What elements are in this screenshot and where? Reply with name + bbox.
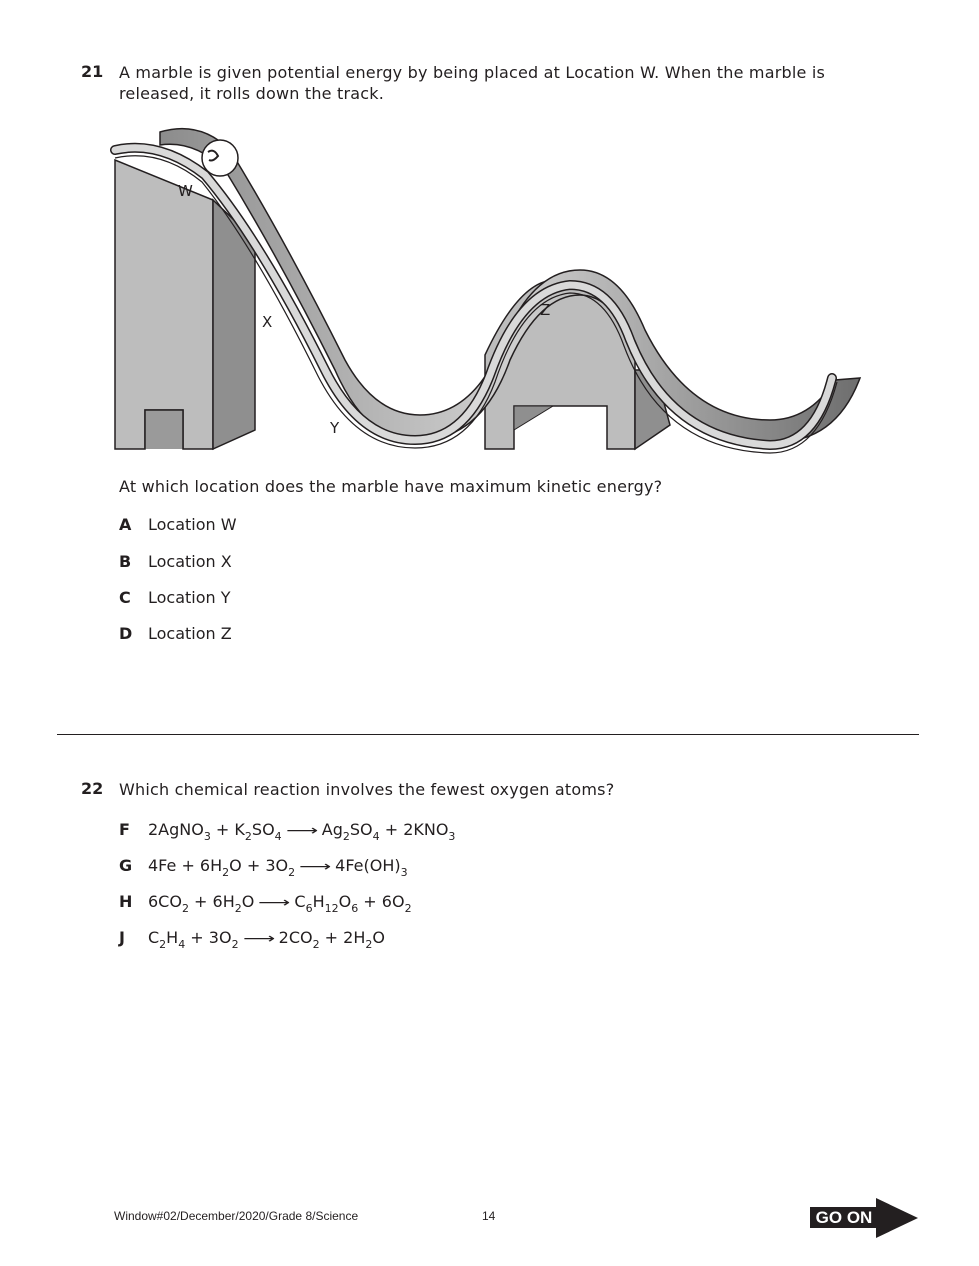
page-number: 14: [482, 1209, 496, 1223]
choice-text: Location Y: [148, 588, 231, 607]
arrow-right-icon: [876, 1198, 918, 1238]
choice-b[interactable]: [119, 552, 232, 574]
equation-f: 2AgNO$_3$ + $K_2SO_4$ ⟶ $Ag_2SO_4 + 2KNO_3$: [148, 820, 456, 843]
reaction-arrow: ⟶: [299, 859, 332, 875]
choice-h[interactable]: [119, 892, 412, 914]
equation-g: $4Fe + 6H_2O + 3O_2$ ⟶ $4Fe(OH)_3$: [148, 856, 408, 879]
question-22-number: 22: [81, 779, 104, 798]
marble: [202, 140, 238, 176]
choice-letter: B: [119, 552, 132, 571]
choice-d[interactable]: [119, 624, 232, 646]
choice-letter: H: [119, 892, 133, 911]
choice-text: Location X: [148, 552, 232, 571]
question-21-stem: A marble is given potential energy by being placed at Location W. When the marble is released, it rolls down the track.: [119, 63, 825, 103]
equation-h: $6CO_2 + 6H_2O$ ⟶ $C_6H_{12}O_6 + 6O_2$: [148, 892, 412, 915]
choice-letter: C: [119, 588, 131, 607]
choice-letter: D: [119, 624, 133, 643]
label-x: X: [262, 313, 273, 331]
question-21-prompt: At which location does the marble have maximum kinetic energy?: [119, 477, 663, 496]
choice-letter: G: [119, 856, 133, 875]
question-21-number: 21: [81, 62, 104, 81]
reaction-arrow: ⟶: [285, 823, 318, 839]
reaction-arrow: ⟶: [258, 895, 291, 911]
choice-f[interactable]: [119, 820, 455, 842]
choice-letter: F: [119, 820, 130, 839]
section-divider: [57, 734, 919, 735]
go-on-button[interactable]: [810, 1198, 920, 1238]
label-z: Z: [540, 301, 551, 319]
choice-letter: A: [119, 515, 132, 534]
choice-a[interactable]: [119, 515, 237, 537]
choice-g[interactable]: [119, 856, 408, 878]
reaction-arrow: ⟶: [242, 931, 275, 947]
footer-form-id: Window#02/December/2020/Grade 8/Science: [114, 1209, 359, 1223]
label-y: Y: [330, 419, 340, 437]
equation-j: $C_2H_4 + 3O_2$ ⟶ $2CO_2 + 2H_2O$: [148, 928, 385, 951]
go-on-label: GO ON: [810, 1207, 878, 1228]
question-22-stem: Which chemical reaction involves the fewest oxygen atoms?: [119, 780, 615, 799]
choice-c[interactable]: [119, 588, 231, 610]
choice-j[interactable]: [119, 928, 385, 950]
choice-text: Location Z: [148, 624, 232, 643]
choice-letter: J: [119, 928, 125, 947]
marble-track-illustration: [110, 120, 870, 460]
label-w: W: [178, 182, 193, 200]
choice-text: Location W: [148, 515, 237, 534]
left-tower: [115, 160, 255, 449]
